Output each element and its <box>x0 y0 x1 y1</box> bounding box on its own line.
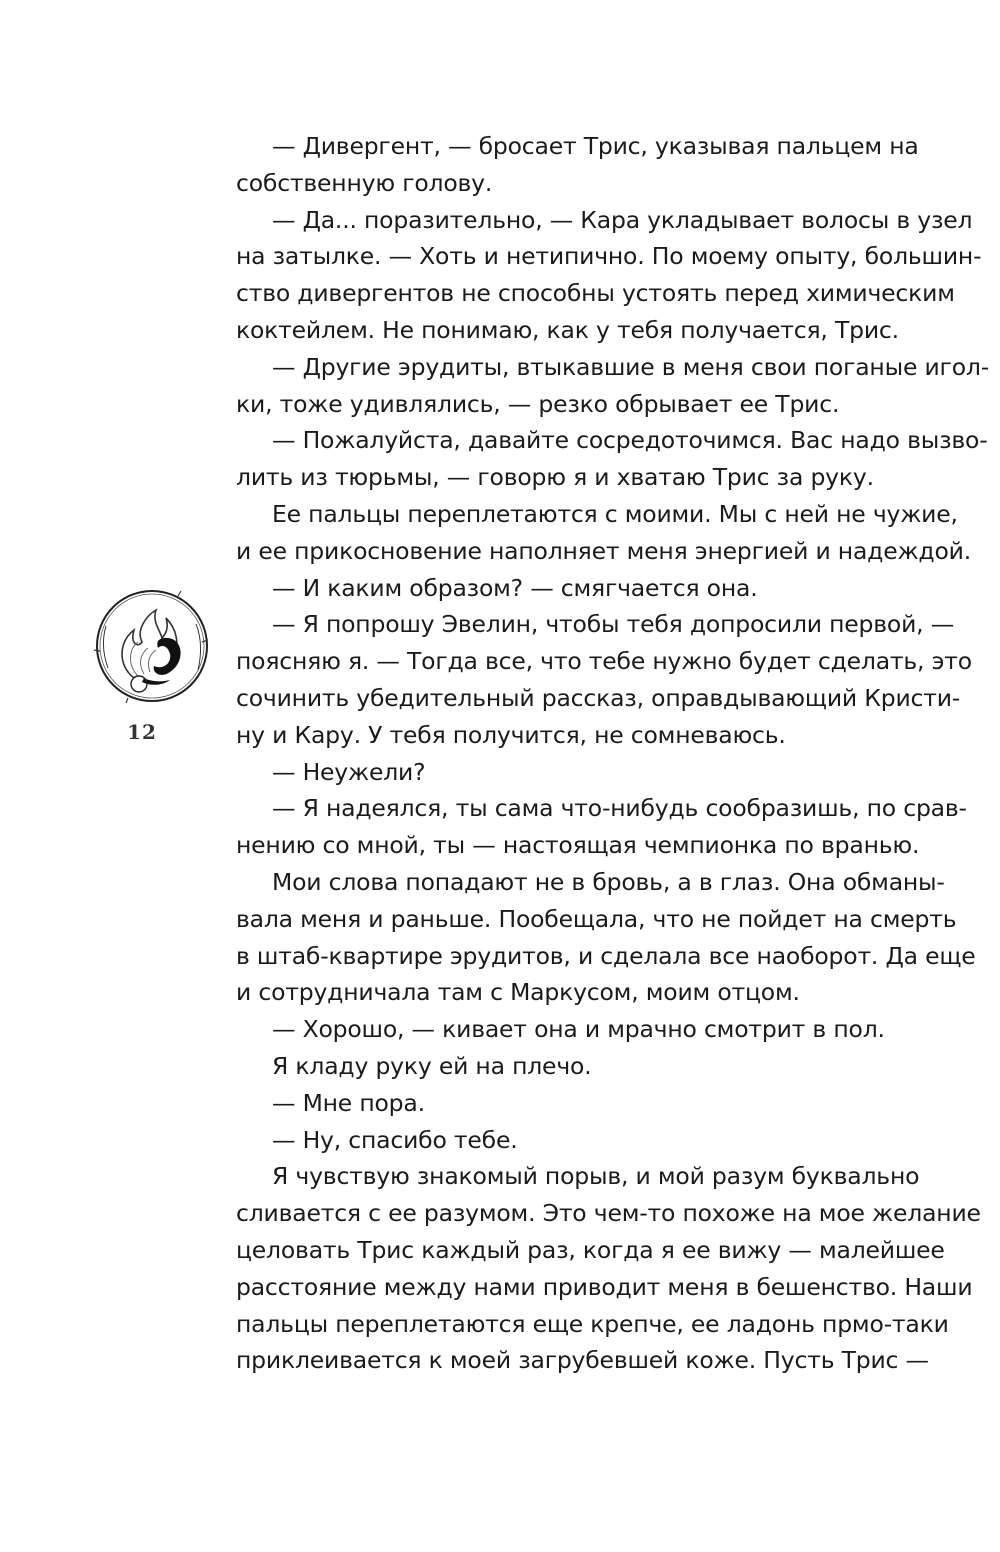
text-line: Мои слова попадают не в бровь, а в глаз. Она обманы- <box>272 867 945 896</box>
text-line: ну и Кару. У тебя получится, не сомневаюсь. <box>236 720 786 749</box>
text-line: сливается с ее разумом. Это чем-то похоже на мое желание <box>236 1199 981 1228</box>
text-line: — Ну, спасибо тебе. <box>272 1125 518 1154</box>
text-line: — Дивергент, — бросает Трис, указывая пальцем на <box>272 132 919 160</box>
text-line: собственную голову. <box>236 168 493 197</box>
text-line: целовать Трис каждый раз, когда я ее вижу — малейшее <box>236 1235 945 1264</box>
page-number: 12 <box>127 720 157 744</box>
text-line: — Мне пора. <box>272 1088 425 1117</box>
text-line: поясняю я. — Тогда все, что тебе нужно будет сделать, это <box>236 647 972 676</box>
text-line: в штаб-квартире эрудитов, и сделала все наоборот. Да еще <box>236 941 976 970</box>
text-line: — Я надеялся, ты сама что-нибудь сообразишь, по срав- <box>272 794 967 823</box>
text-line: расстояние между нами приводит меня в бешенство. Наши <box>236 1272 973 1301</box>
text-line: — Хорошо, — кивает она и мрачно смотрит в пол. <box>272 1015 885 1044</box>
text-line: и сотрудничала там с Маркусом, моим отцом. <box>236 978 800 1007</box>
text-line: — Неужели? <box>272 757 426 786</box>
text-line: Я кладу руку ей на плечо. <box>272 1051 592 1080</box>
text-line: лить из тюрьмы, — говорю я и хватаю Трис за руку. <box>236 463 874 492</box>
text-line: ство дивергентов не способны устоять перед химическим <box>236 279 955 308</box>
text-line: и ее прикосновение наполняет меня энергией и надеждой. <box>236 536 972 565</box>
text-line: коктейлем. Не понимаю, как у тебя получается, Трис. <box>236 315 899 344</box>
text-line: — Другие эрудиты, втыкавшие в меня свои поганые игол- <box>272 352 989 381</box>
text-line: — И каким образом? — смягчается она. <box>272 573 758 602</box>
text-line: вала меня и раньше. Пообещала, что не пойдет на смерть <box>236 904 957 933</box>
body-text <box>236 128 989 1379</box>
text-line: сочинить убедительный рассказ, оправдывающий Кристи- <box>236 683 961 712</box>
text-line: ки, тоже удивлялись, — резко обрывает ее Трис. <box>236 389 840 418</box>
text-line: Я чувствую знакомый порыв, и мой разум буквально <box>272 1162 920 1191</box>
text-line: — Я попрошу Эвелин, чтобы тебя допросили первой, — <box>272 610 954 639</box>
text-line: приклеивается к моей загрубевшей коже. Пусть Трис — <box>236 1346 929 1375</box>
text-line: нению со мной, ты — настоящая чемпионка по вранью. <box>236 831 920 860</box>
text-line: пальцы переплетаются еще крепче, ее ладонь прмо-таки <box>236 1309 949 1338</box>
text-line: Ее пальцы переплетаются с моими. Мы с ней не чужие, <box>272 499 958 528</box>
text-line: — Пожалуйста, давайте сосредоточимся. Вас надо вызво- <box>272 426 988 455</box>
text-line: на затылке. — Хоть и нетипично. По моему опыту, большин- <box>236 242 982 271</box>
flame-circle-icon <box>92 586 212 706</box>
text-line: — Да... поразительно, — Кара укладывает волосы в узел <box>272 205 973 234</box>
